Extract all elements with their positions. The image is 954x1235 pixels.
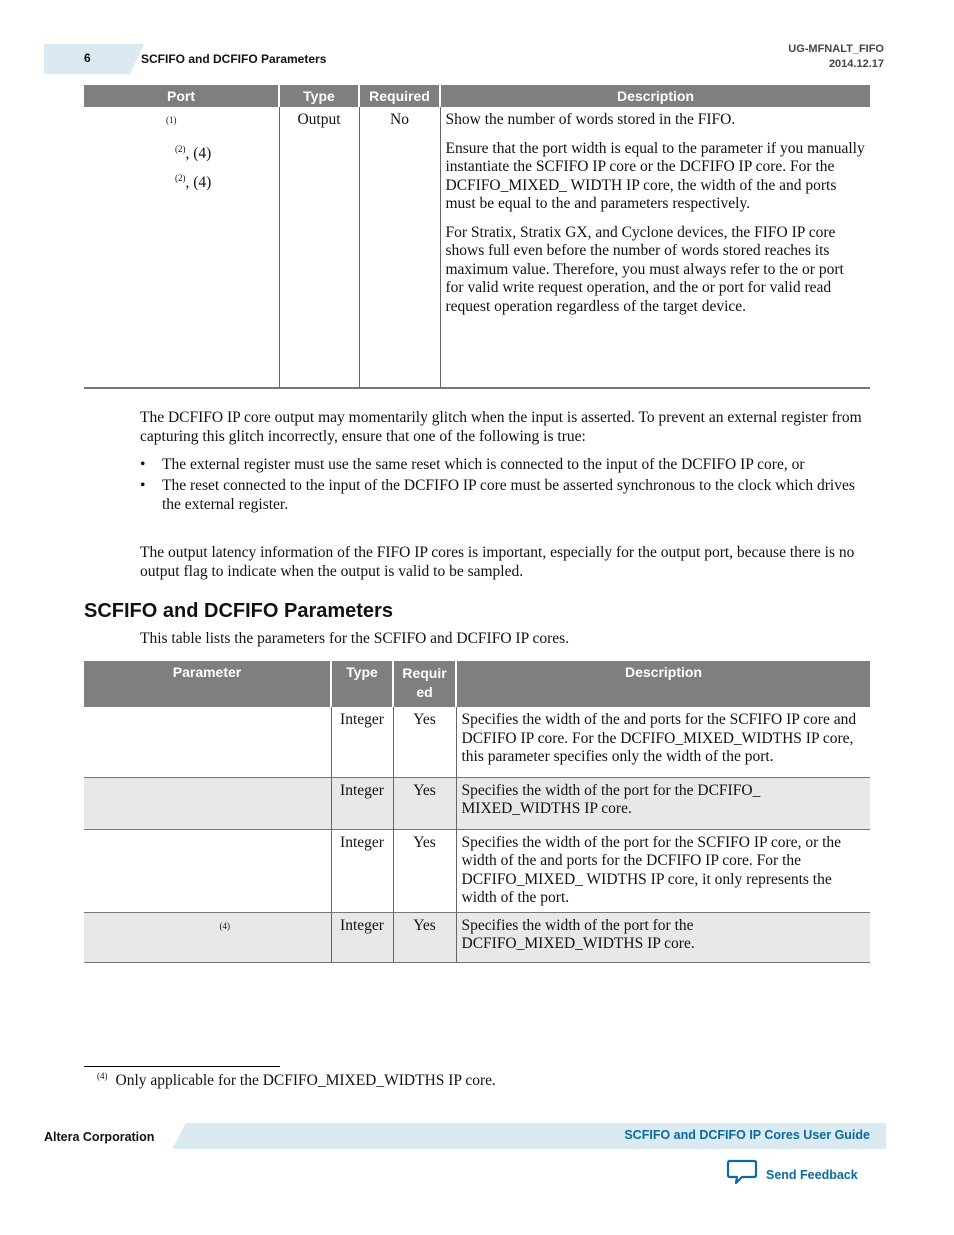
required-cell: Yes: [393, 912, 456, 962]
required-cell: Yes: [393, 777, 456, 829]
col-header-parameter: Parameter: [84, 661, 331, 707]
required-cell: Yes: [393, 707, 456, 777]
port-ref: $^{(2)}$, (4): [175, 144, 212, 163]
port-table: [84, 85, 870, 389]
description-para: Ensure that the port width is equal to the parameter if you manually instantiate the SCFIFO IP core or the DCFIFO IP core. For the DCFIFO_MIXED_ WIDTH IP core, the width of the and ports must be equal to the and parameters respectively.: [445, 139, 865, 212]
param-cell: [84, 707, 331, 777]
section-intro: This table lists the parameters for the SCFIFO and DCFIFO IP cores.: [140, 630, 570, 647]
param-cell: [84, 829, 331, 912]
footnote-mark: (4): [97, 1071, 108, 1081]
table-row: [84, 912, 870, 962]
footnote: [97, 1071, 496, 1090]
col-header-port: Port: [84, 85, 279, 107]
description-para: Show the number of words stored in the FIFO.: [445, 111, 736, 128]
table-row: [84, 107, 870, 388]
description-cell: Specifies the width of the port for the SCFIFO IP core, or the width of the and ports for the DCFIFO IP core. For the DCFIFO_MIXED_ WIDTHS IP core, it only represents the width of the port.: [456, 829, 870, 912]
type-cell: Integer: [331, 707, 393, 777]
param-cell: [84, 777, 331, 829]
send-feedback-label: Send Feedback: [766, 1167, 858, 1182]
port-cell: [84, 107, 279, 388]
port-ref: (1): [166, 115, 177, 125]
table-row: [84, 829, 870, 912]
footnote-rule: [84, 1066, 280, 1067]
list-item: • The reset connected to the input of the DCFIFO IP core must be asserted synchronous to the clock which drives the external register.: [140, 476, 870, 514]
section-heading: SCFIFO and DCFIFO Parameters: [84, 600, 393, 622]
description-cell: [440, 107, 870, 388]
list-item: • The external register must use the same reset which is connected to the input of the DCFIFO IP core, or: [140, 455, 870, 474]
type-cell: Integer: [331, 829, 393, 912]
description-para: For Stratix, Stratix GX, and Cyclone devices, the FIFO IP core shows full even before the number of words stored reaches its maximum value. Therefore, you must always refer to the or port for valid write request operation, and the or port for valid read request operation regardless of the target device.: [445, 223, 844, 315]
param-cell: (4): [84, 912, 331, 962]
col-header-description: Description: [440, 85, 870, 107]
type-cell: Integer: [331, 777, 393, 829]
col-header-description: Description: [456, 661, 870, 707]
required-cell: Yes: [393, 829, 456, 912]
send-feedback-link[interactable]: [726, 1158, 858, 1191]
doc-id: UG-MFNALT_FIFO: [788, 43, 884, 55]
description-cell: Specifies the width of the port for the DCFIFO_ MIXED_WIDTHS IP core.: [456, 777, 870, 829]
description-cell: Specifies the width of the port for the DCFIFO_MIXED_WIDTHS IP core.: [456, 912, 870, 962]
footer-guide-link[interactable]: SCFIFO and DCFIFO IP Cores User Guide: [624, 1128, 870, 1142]
paragraph-latency: The output latency information of the FIFO IP cores is important, especially for the output port, because there is no output flag to indicate when the output is valid to be sampled.: [140, 544, 855, 580]
col-header-required: Required: [359, 85, 440, 107]
required-cell: No: [359, 107, 440, 388]
col-header-required: Requir ed: [393, 661, 456, 707]
type-cell: Integer: [331, 912, 393, 962]
running-header-title: SCFIFO and DCFIFO Parameters: [141, 52, 327, 66]
page-number: 6: [84, 51, 91, 65]
doc-id-block: [788, 42, 884, 72]
table-row: [84, 777, 870, 829]
col-header-type: Type: [331, 661, 393, 707]
type-cell: Output: [279, 107, 359, 388]
col-header-type: Type: [279, 85, 359, 107]
doc-date: 2014.12.17: [828, 58, 884, 70]
bullet-list: [140, 455, 870, 516]
description-cell: Specifies the width of the and ports for the SCFIFO IP core and DCFIFO IP core. For the DCFIFO_MIXED_WIDTHS IP core, this parameter specifies only the width of the port.: [456, 707, 870, 777]
parameter-table: [84, 661, 870, 963]
table-row: [84, 707, 870, 777]
chat-bubble-icon: [726, 1158, 758, 1191]
footnote-text: Only applicable for the DCFIFO_MIXED_WIDTHS IP core.: [115, 1072, 496, 1090]
port-ref: $^{(2)}$, (4): [175, 173, 212, 192]
footer-company: Altera Corporation: [44, 1130, 155, 1144]
paragraph-glitch: The DCFIFO IP core output may momentarily glitch when the input is asserted. To prevent an external register from capturing this glitch incorrectly, ensure that one of the following is true:: [140, 409, 862, 445]
